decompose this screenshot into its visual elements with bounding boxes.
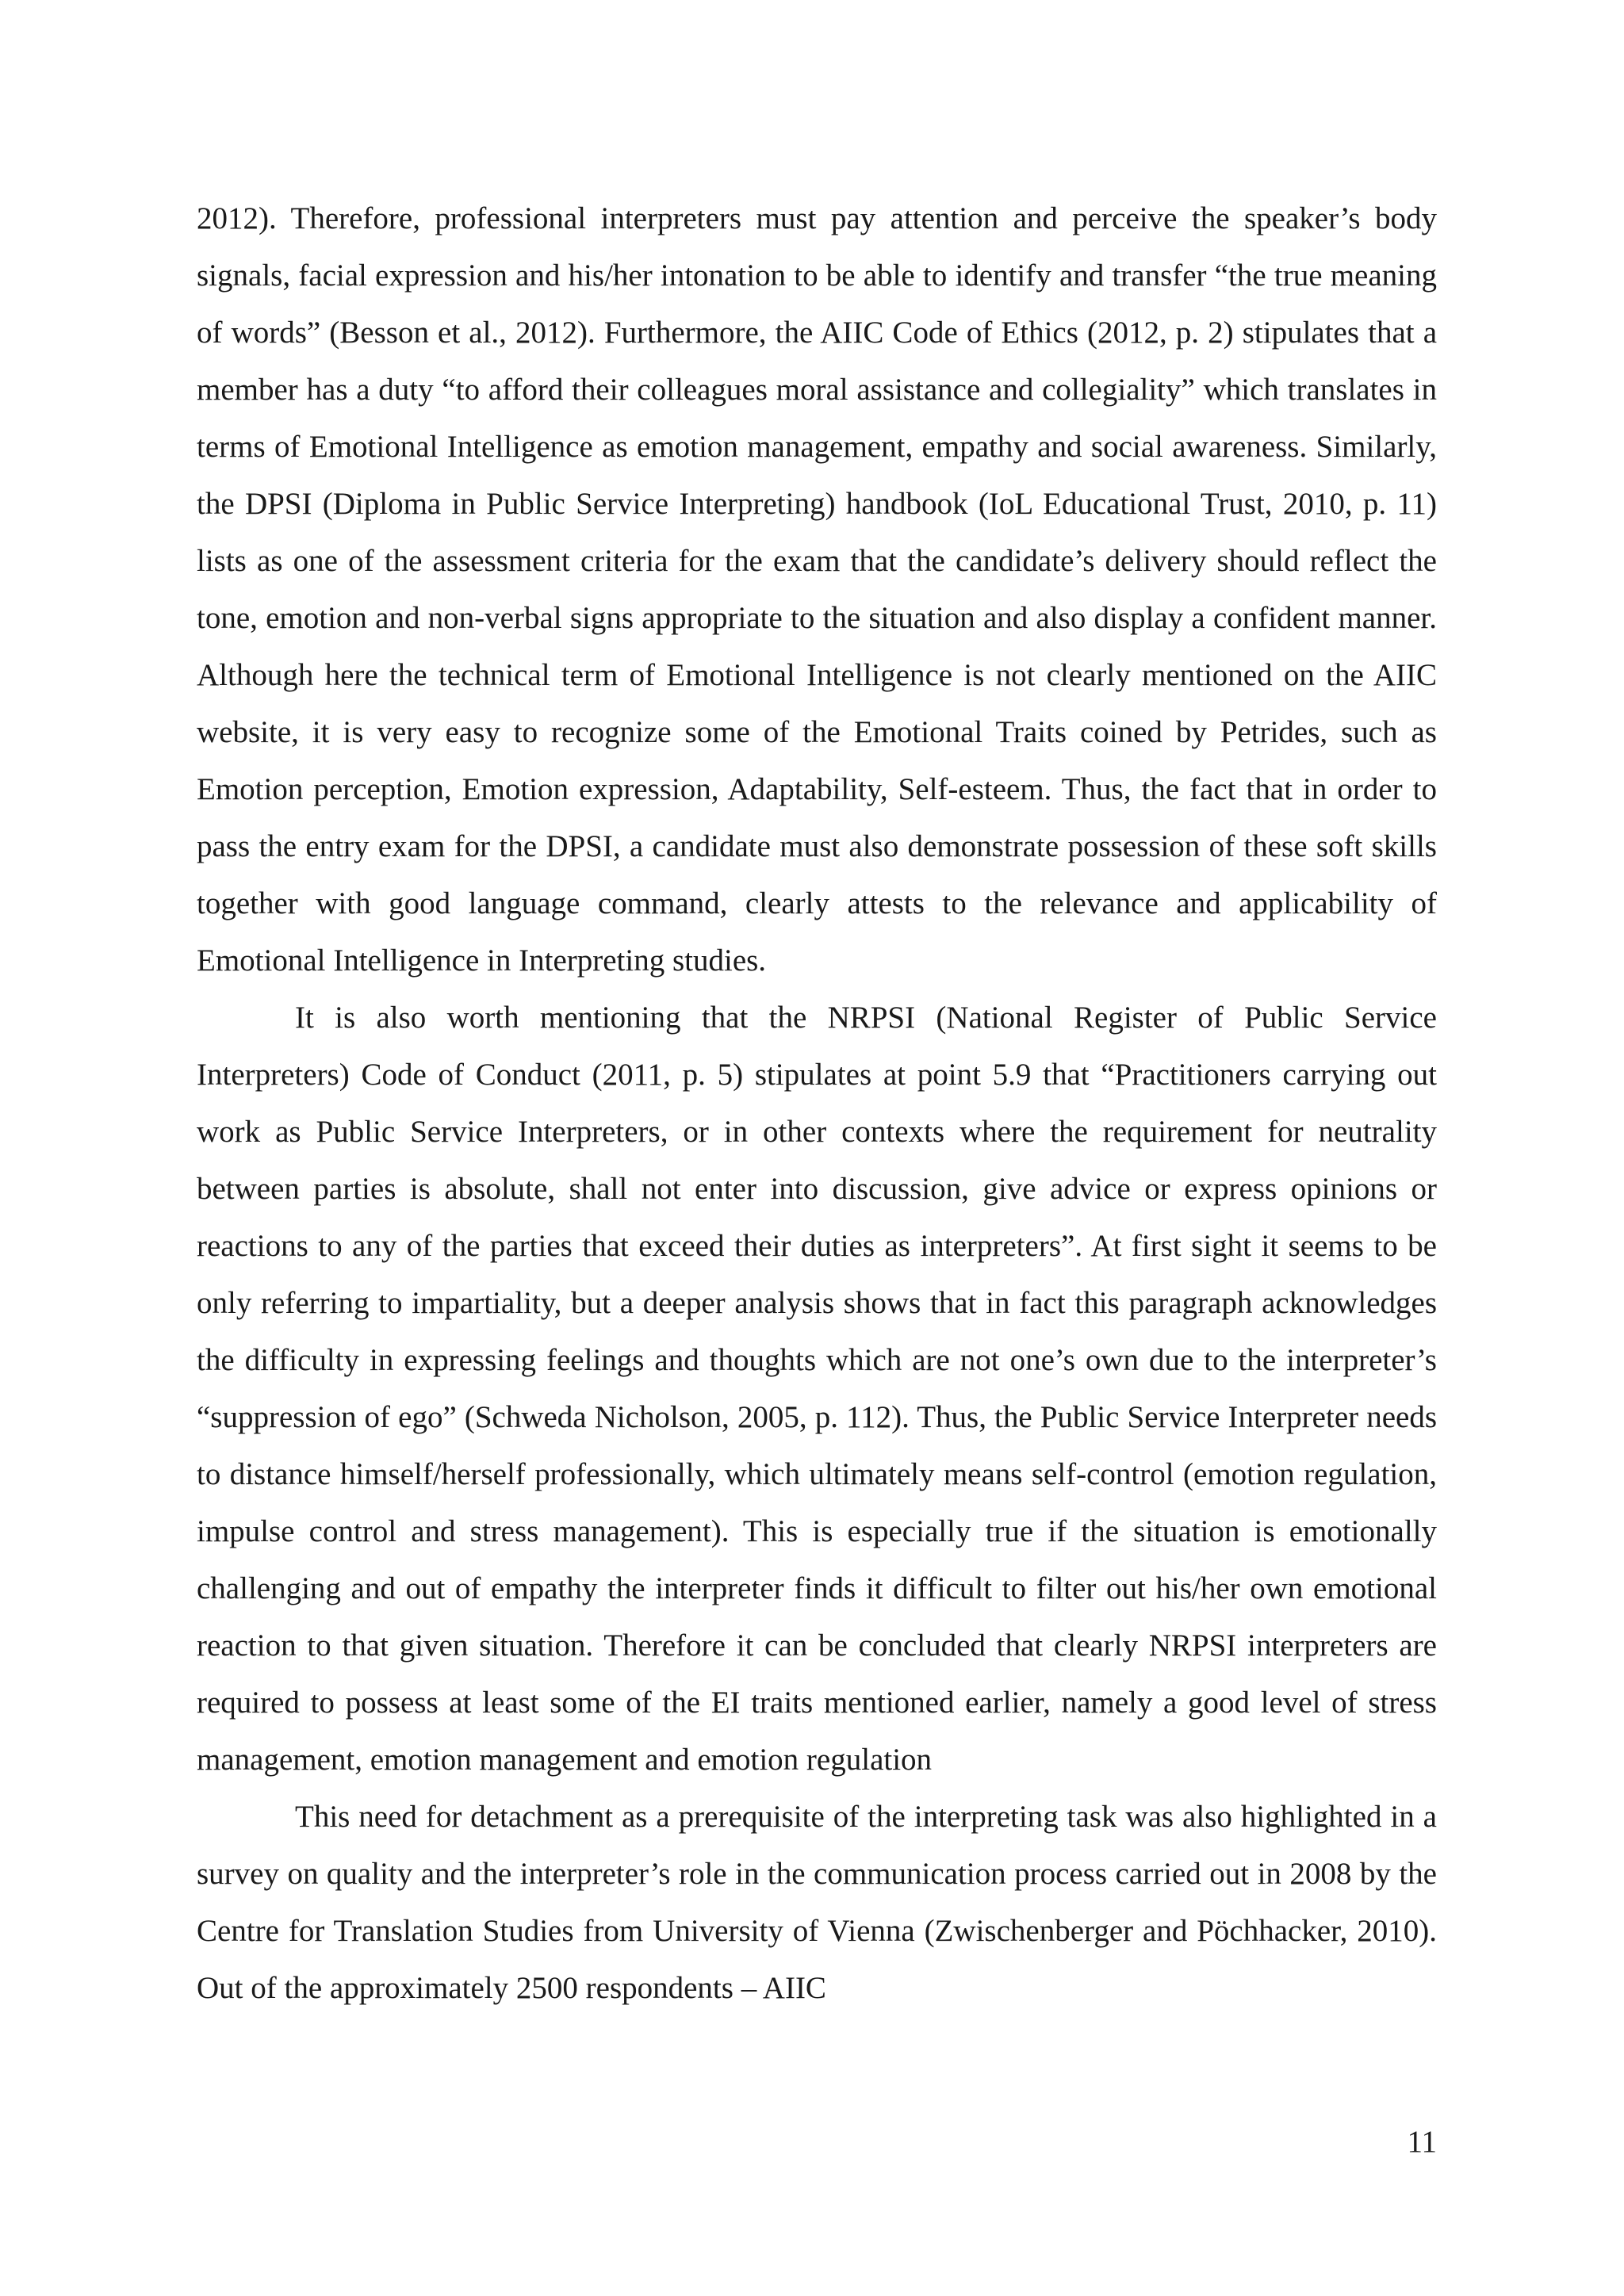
body-text bbox=[197, 190, 1437, 2017]
paragraph-detachment: This need for detachment as a prerequisite of the interpreting task was also highlighted in a survey on quality and the interpreter’s role in the communication process carried out in 2008 by the Centre for Translation Studies from University of Vienna (Zwischenberger and Pöchhacker, 2010). Out of the approximately 2500 respondents – AIIC bbox=[197, 1800, 1437, 2005]
paragraph-continued: 2012). Therefore, professional interpreters must pay attention and perceive the speaker’s body signals, facial expression and his/her intonation to be able to identify and transfer “the true meaning of words” (Besson et al., 2012). Furthermore, the AIIC Code of Ethics (2012, p. 2) stipulates that a member has a duty “to afford their colleagues moral assistance and collegiality” which translates in terms of Emotional Intelligence as emotion management, empathy and social awareness. Similarly, the DPSI (Diploma in Public Service Interpreting) handbook (IoL Educational Trust, 2010, p. 11) lists as one of the assessment criteria for the exam that the candidate’s delivery should reflect the tone, emotion and non-verbal signs appropriate to the situation and also display a confident manner. Although here the technical term of Emotional Intelligence is not clearly mentioned on the AIIC website, it is very easy to recognize some of the Emotional Traits coined by Petrides, such as Emotion perception, Emotion expression, Adaptability, Self-esteem. Thus, the fact that in order to pass the entry exam for the DPSI, a candidate must also demonstrate possession of these soft skills together with good language command, clearly attests to the relevance and applicability of Emotional Intelligence in Interpreting studies. bbox=[197, 201, 1437, 978]
paragraph-nrpsi: It is also worth mentioning that the NRPSI (National Register of Public Service Interpreters) Code of Conduct (2011, p. 5) stipulates at point 5.9 that “Practitioners carrying out work as Public Service Interpreters, or in other contexts where the requirement for neutrality between parties is absolute, shall not enter into discussion, give advice or express opinions or reactions to any of the parties that exceed their duties as interpreters”. At first sight it seems to be only referring to impartiality, but a deeper analysis shows that in fact this paragraph acknowledges the difficulty in expressing feelings and thoughts which are not one’s own due to the interpreter’s “suppression of ego” (Schweda Nicholson, 2005, p. 112). Thus, the Public Service Interpreter needs to distance himself/herself professionally, which ultimately means self-control (emotion regulation, impulse control and stress management). This is especially true if the situation is emotionally challenging and out of empathy the interpreter finds it difficult to filter out his/her own emotional reaction to that given situation. Therefore it can be concluded that clearly NRPSI interpreters are required to possess at least some of the EI traits mentioned earlier, namely a good level of stress management, emotion management and emotion regulation bbox=[197, 1001, 1437, 1777]
page-number: 11 bbox=[1407, 2125, 1437, 2159]
